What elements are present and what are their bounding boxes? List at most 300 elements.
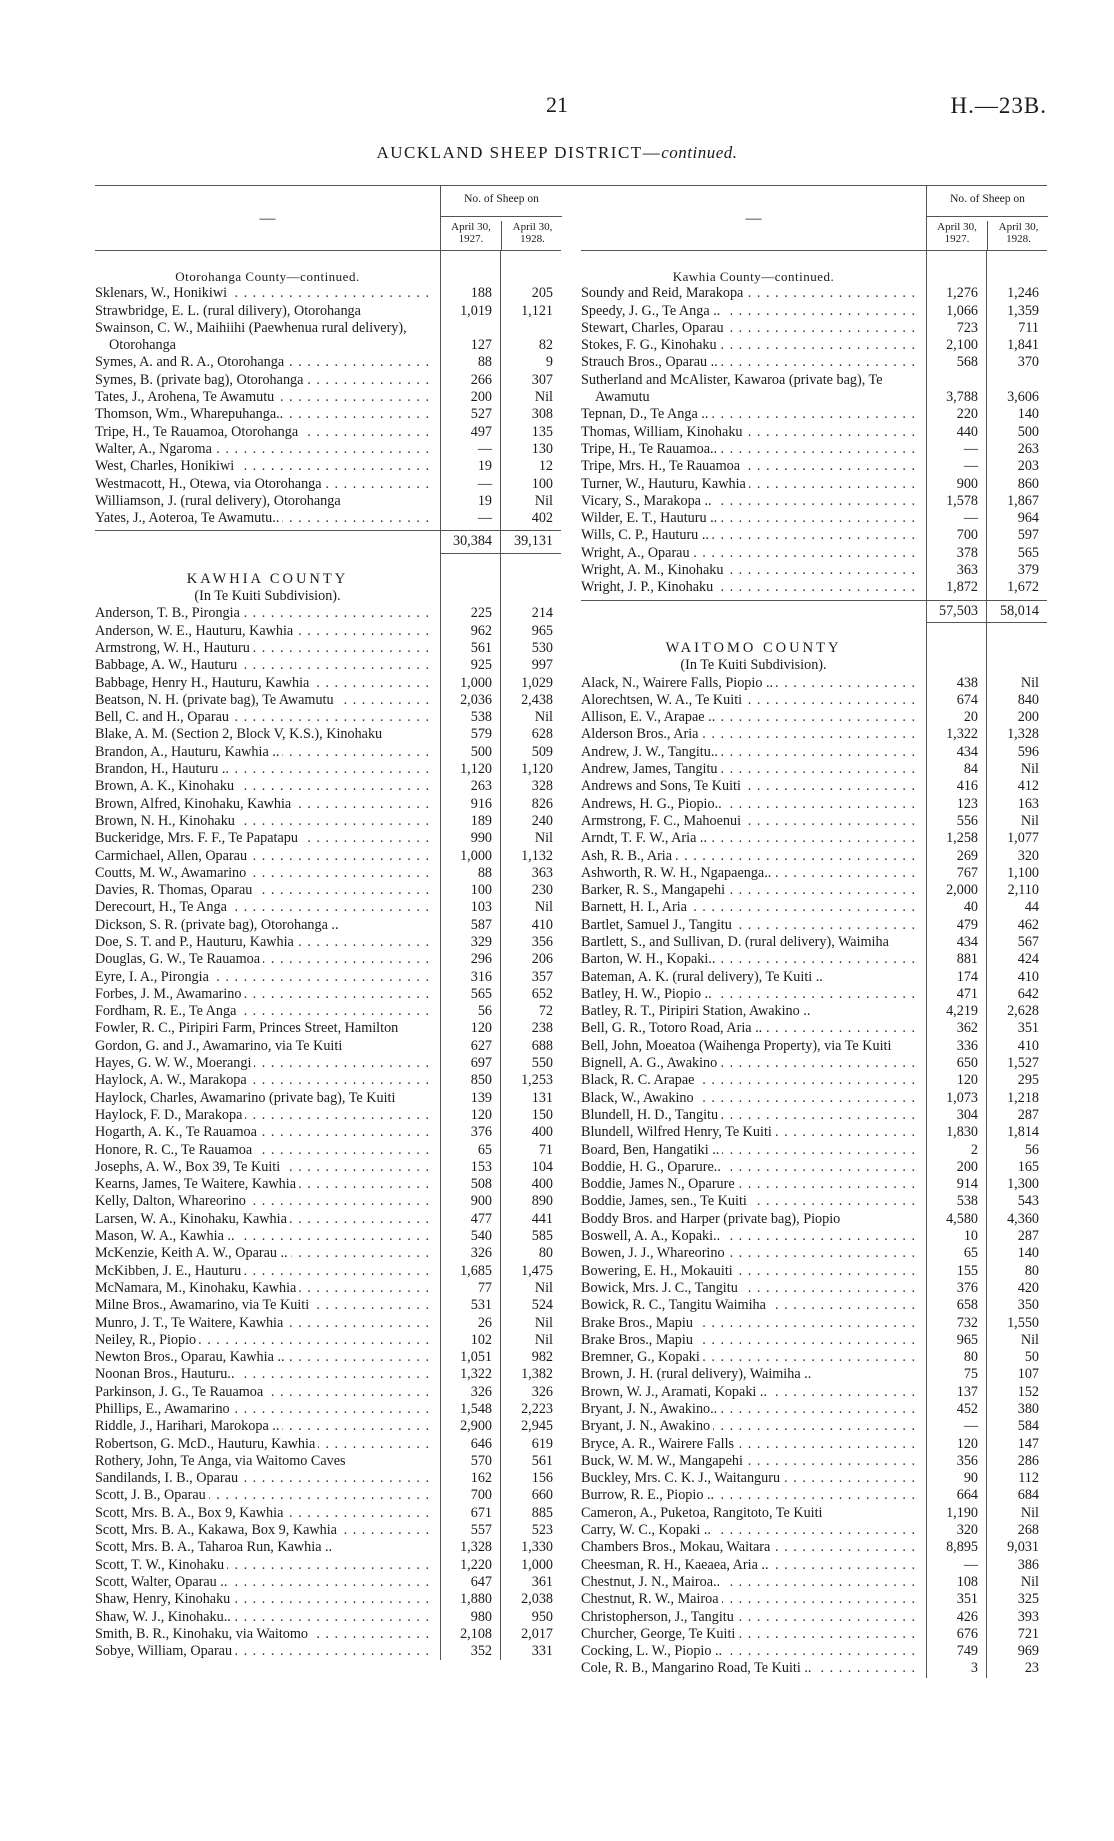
sheep-1927: 1,830 [946,1124,978,1141]
table-row [95,1211,561,1228]
sheep-1927: 990 [470,830,492,847]
owner-name-text: Chestnut, J. N., Mairoa.. [581,1574,723,1590]
sheep-1927: 320 [956,1522,978,1539]
owner-name [581,1539,926,1556]
owner-name-text: Churcher, George, Te Kuiti [581,1626,738,1642]
owner-name [95,899,440,916]
sheep-1928: 424 [1017,951,1039,968]
owner-name-text: Fowler, R. C., Piripiri Farm, Princes Street, Hamilton [95,1020,430,1037]
table-row [95,1159,561,1176]
sheep-1928: 72 [538,1003,553,1020]
table-row [95,1470,561,1487]
owner-name-text: Barnett, H. I., Aria [581,899,690,915]
owner-name [581,1211,926,1228]
table-row [581,1176,1047,1193]
owner-name [95,1349,440,1366]
sheep-1928: 2,110 [1007,882,1039,899]
sheep-1928: 1,475 [521,1262,553,1279]
sheep-1928: 131 [531,1089,553,1106]
owner-name [95,1055,440,1072]
sheep-1928: 80 [1024,1262,1039,1279]
spacer [95,554,561,571]
table-row [581,1142,1047,1159]
sheep-1928: 240 [531,812,553,829]
owner-name-text: Kearns, James, Te Waitere, Kawhia [95,1176,299,1192]
sheep-1928: 80 [538,1245,553,1262]
owner-name [95,1193,440,1210]
sheep-1927: 4,580 [946,1210,978,1227]
sheep-1927: 225 [470,605,492,622]
sheep-1928: 152 [1017,1383,1039,1400]
sheep-1927: 587 [470,916,492,933]
section-heading [95,268,561,285]
sheep-1928: 351 [1017,1020,1039,1037]
table-row [95,1574,561,1591]
table-row [581,1591,1047,1608]
sheep-1928: 1,328 [1007,726,1039,743]
owner-name-text: Scott, T. W., Kinohaku [95,1557,227,1573]
owner-name-text: Walter, A., Ngaroma [95,441,215,457]
sheep-1927: 336 [956,1037,978,1054]
owner-name [95,1228,440,1245]
owner-name-text: Boddy Bros. and Harper (private bag), Piopio [581,1211,916,1228]
sheep-1928: 287 [1017,1228,1039,1245]
sheep-1927: 565 [470,985,492,1002]
table-row [581,441,1047,458]
table-row [581,969,1047,986]
sheep-1927: 916 [470,795,492,812]
owner-name-text: Fordham, R. E., Te Anga [95,1003,239,1019]
sheep-1928: 1,359 [1007,302,1039,319]
sheep-1927: 579 [470,726,492,743]
owner-name [95,675,440,692]
owner-name [95,623,440,640]
owner-name [95,865,440,882]
table-row [581,1193,1047,1210]
owner-name-text: Alderson Bros., Aria [581,726,701,742]
sheep-1928: 860 [1017,475,1039,492]
table-row [581,372,1047,407]
sheep-1927: 326 [470,1245,492,1262]
sheep-1928: 410 [1017,968,1039,985]
sheep-1928: Nil [534,899,553,916]
sheep-1927: 700 [470,1487,492,1504]
sheep-1927: 352 [470,1643,492,1660]
section-heading [581,268,1047,285]
owner-name [581,1574,926,1591]
sheep-1927: 3,788 [946,389,978,406]
owner-name-text: Sklenars, W., Honikiwi [95,285,230,301]
owner-name [581,1470,926,1487]
owner-name-text: Board, Ben, Hangatiki .. [581,1142,722,1158]
sheep-1928: 2,017 [521,1625,553,1642]
sheep-1928: 163 [1017,795,1039,812]
table-row [95,1557,561,1574]
owner-name-text: Batley, R. T., Piripiri Station, Awakino .. [581,1003,916,1020]
table-row [95,424,561,441]
owner-name-text: Beatson, N. H. (private bag), Te Awamutu [95,692,337,708]
sheep-1927: 356 [956,1452,978,1469]
table-row [581,1228,1047,1245]
sheep-1927: 1,019 [460,302,492,319]
sheep-1927: 900 [956,475,978,492]
sheep-1927: 120 [470,1020,492,1037]
sheep-1928: 9 [545,354,553,371]
table-row [581,1315,1047,1332]
sheep-1928: 50 [1024,1349,1039,1366]
sheep-1928: 386 [1017,1556,1039,1573]
header-group-label: No. of Sheep on [464,193,539,205]
sheep-1927: 75 [963,1366,978,1383]
sheep-1928: 380 [1017,1401,1039,1417]
table-row [95,1453,561,1470]
owner-name-text: Blundell, H. D., Tangitu [581,1107,721,1123]
owner-name [95,1453,440,1470]
table-row [95,1436,561,1453]
table-row [581,285,1047,302]
table-row [581,320,1047,337]
owner-name-text: Chestnut, R. W., Mairoa [581,1591,722,1607]
table-row [95,1280,561,1297]
sheep-1927: 508 [470,1176,492,1193]
owner-name-text: Alorechtsen, W. A., Te Kuiti [581,692,745,708]
sheep-1927: 10 [963,1228,978,1245]
sheep-1927: 376 [956,1279,978,1296]
owner-name-text: Stokes, F. G., Kinohaku [581,337,720,353]
sheep-1928: 71 [538,1141,553,1158]
owner-name [581,1643,926,1660]
table-row [95,1228,561,1245]
owner-name-text: Bell, G. R., Totoro Road, Aria .. [581,1020,765,1036]
table-row [581,1211,1047,1228]
county-heading [581,640,1047,657]
table-row [95,285,561,302]
sheep-1927: 1,051 [460,1349,492,1366]
owner-name-text: Derecourt, H., Te Anga [95,899,230,915]
table-row [95,458,561,475]
sheep-1928: Nil [534,709,553,726]
owner-name-text: Scott, Mrs. B. A., Taharoa Run, Kawhia .. [95,1539,430,1556]
sheep-1928: 584 [1017,1418,1039,1435]
sheep-1928: 561 [531,1452,553,1469]
owner-name-text: Riddle, J., Harihari, Marokopa .. [95,1418,282,1434]
table-row [95,1020,561,1037]
table-row [95,934,561,951]
table-row [581,1003,1047,1020]
table-row [581,848,1047,865]
sheep-1928: 660 [531,1487,553,1504]
owner-name-text: Buckeridge, Mrs. F. F., Te Papatapu [95,830,301,846]
sheep-1927: 220 [956,406,978,423]
section-heading-text: Kawhia County—continued. [672,269,835,284]
sheep-1927: 26 [477,1314,492,1331]
owner-name [95,969,440,986]
owner-name-text: Hogarth, A. K., Te Rauamoa [95,1124,260,1140]
table-row [581,692,1047,709]
table-row [95,917,561,934]
owner-name [95,657,440,674]
table-row [95,865,561,882]
sheep-1927: 127 [470,337,492,354]
sheep-1928: 135 [531,423,553,440]
table-row [95,744,561,761]
owner-name [95,1263,440,1280]
spacer [95,251,561,268]
table-row [581,476,1047,493]
owner-name [95,320,440,355]
sheep-1928: 328 [531,778,553,795]
sheep-1928: 286 [1017,1452,1039,1469]
owner-name-text: Dickson, S. R. (private bag), Otorohanga .. [95,917,430,934]
owner-name-text: Buck, W. M. W., Mangapehi [581,1453,746,1469]
owner-name-text: Brake Bros., Mapiu [581,1315,696,1331]
owner-name [581,1505,926,1522]
sheep-1927: 363 [956,562,978,579]
sheep-1928: 9,031 [1007,1539,1039,1556]
table-row [95,1245,561,1262]
owner-name [581,675,926,692]
owner-name [95,744,440,761]
table-row [95,1332,561,1349]
owner-name-text: Ash, R. B., Aria [581,848,675,864]
sheep-1927: 1,328 [460,1539,492,1556]
owner-name [581,761,926,778]
owner-name [581,441,926,458]
owner-name-text: Carry, W. C., Kopaki .. [581,1522,714,1538]
sheep-1927: 174 [956,968,978,985]
owner-name-text: Carmichael, Allen, Oparau [95,848,250,864]
owner-name-text: Westmacott, H., Otewa, via Otorohanga [95,476,325,492]
table-row [581,1539,1047,1556]
sheep-1927: 316 [470,968,492,985]
sheep-1927: 153 [470,1158,492,1175]
owner-name [95,1003,440,1020]
table-row [95,813,561,830]
sheep-1927: 767 [956,864,978,881]
sheep-1928: Nil [534,1314,553,1331]
owner-name-text: McKibben, J. E., Hauturu [95,1263,244,1279]
owner-name [581,579,926,596]
sheep-1928: Nil [1020,761,1039,778]
table-row [581,744,1047,761]
sheep-1927: 304 [956,1106,978,1123]
total-1927: 30,384 [440,533,500,553]
sheep-1927: 570 [470,1452,492,1469]
sheep-1928: 524 [531,1297,553,1314]
sheep-1928: Nil [1020,812,1039,829]
table-row [95,1263,561,1280]
sheep-1927: 103 [470,899,492,916]
owner-name [581,1176,926,1193]
sheep-1927: 40 [963,899,978,916]
sheep-1928: 1,218 [1007,1089,1039,1106]
sheep-1928: Nil [1020,1573,1039,1590]
owner-name [581,1124,926,1141]
table-row [95,1193,561,1210]
table-row [581,579,1047,596]
sheep-1928: 2,223 [521,1401,553,1417]
owner-name-text: Ashworth, R. W. H., Ngapaenga.. [581,865,774,881]
sheep-1927: 925 [470,657,492,674]
sheep-1928: 100 [531,475,553,492]
sheep-1927: 4,219 [946,1003,978,1020]
header-col-1927: April 30, 1927. [937,221,977,245]
county-heading [95,571,561,588]
owner-name [95,778,440,795]
owner-name-text: Symes, B. (private bag), Otorohanga [95,372,306,388]
sheep-1927: 1,000 [460,847,492,864]
sheep-1928: 982 [531,1349,553,1366]
sheep-1927: 850 [470,1072,492,1089]
sheep-1928: 1,121 [521,302,553,319]
owner-name-text: Strauch Bros., Oparau .. [581,354,721,370]
sheep-1928: 203 [1017,458,1039,475]
sheep-1928: 412 [1017,778,1039,795]
owner-name-text: Bateman, A. K. (rural delivery), Te Kuiti .. [581,969,916,986]
table-row [581,424,1047,441]
sheep-1927: 1,000 [460,674,492,691]
header-col-1928: April 30, 1928. [501,221,563,250]
table-row [95,709,561,726]
owner-name-text: Babbage, A. W., Hauturu [95,657,240,673]
owner-name [95,1366,440,1383]
sheep-1928: 567 [1017,933,1039,950]
sheep-1928: 2,438 [521,691,553,708]
owner-name-text: Tripe, H., Te Rauamoa.. [581,441,720,457]
owner-name-text: Brown, W. J., Aramati, Kopaki .. [581,1384,770,1400]
county-subheading-text: (In Te Kuiti Subdivision). [680,657,827,674]
owner-name-text: Haylock, A. W., Marakopa [95,1072,250,1088]
table-row [581,917,1047,934]
owner-name [95,1280,440,1297]
owner-name [581,899,926,916]
sheep-1927: — [477,510,492,527]
sheep-1927: 263 [470,778,492,795]
table-row [95,1609,561,1626]
sheep-1927: 56 [477,1003,492,1020]
owner-name [581,813,926,830]
table-row [581,1384,1047,1401]
sheep-1928: 308 [531,406,553,423]
header-group-label: No. of Sheep on [950,193,1025,205]
owner-name-text: Tates, J., Arohena, Te Awamutu [95,389,277,405]
sheep-1928: 140 [1017,406,1039,423]
sheep-1928: 462 [1017,916,1039,933]
table-row [95,951,561,968]
sheep-1927: 20 [963,709,978,726]
owner-name [95,796,440,813]
sheep-1927: 434 [956,743,978,760]
sheep-1928: 393 [1017,1608,1039,1625]
sheep-1927: 200 [470,389,492,406]
owner-name-text: Scott, Mrs. B. A., Kakawa, Box 9, Kawhia [95,1522,340,1538]
sheep-1927: 65 [477,1141,492,1158]
owner-name-text: Davies, R. Thomas, Oparau [95,882,255,898]
sheep-1928: 585 [531,1228,553,1245]
table-row [581,1418,1047,1435]
section-heading-text: Otorohanga County—continued. [175,269,360,284]
sheep-1927: 697 [470,1055,492,1072]
sheep-1927: 732 [956,1314,978,1331]
sheep-1928: 550 [531,1055,553,1072]
owner-name [581,1263,926,1280]
title-continued: continued. [661,143,738,162]
owner-name [95,1401,440,1418]
table-row [581,1124,1047,1141]
table-row [95,320,561,355]
sheep-1927: 527 [470,406,492,423]
owner-name [95,951,440,968]
owner-name [581,493,926,510]
owner-name-text: Haylock, F. D., Marakopa [95,1107,245,1123]
owner-name [581,1107,926,1124]
sheep-1928: 969 [1017,1643,1039,1660]
table-row [581,934,1047,951]
owner-name [95,1522,440,1539]
sheep-1927: 8,895 [946,1539,978,1556]
owner-name-text: Anderson, T. B., Pirongia [95,605,243,621]
sheep-1927: 84 [963,761,978,778]
table-row [581,1522,1047,1539]
owner-name-text: Burrow, R. E., Piopio .. [581,1487,717,1503]
sheep-1927: 2,100 [946,337,978,354]
spacer [581,623,1047,640]
sheep-1928: 165 [1017,1158,1039,1175]
table-row [95,1072,561,1089]
owner-name-text: Black, W., Awakino [581,1090,697,1106]
total-row [95,530,561,553]
sheep-1928: 1,253 [521,1072,553,1089]
table-row [95,303,561,320]
sheep-1928: 320 [1017,847,1039,864]
table-row [581,337,1047,354]
sheep-1927: 557 [470,1522,492,1539]
table-row [95,1349,561,1366]
owner-name [95,761,440,778]
owner-name [581,726,926,743]
owner-name-text: Coutts, M. W., Awamarino [95,865,249,881]
table-row [95,726,561,743]
sheep-1928: 2,628 [1007,1003,1039,1020]
owner-name-text: Barker, R. S., Mangapehi [581,882,728,898]
owner-name-text: Hayes, G. W. W., Moerangi [95,1055,254,1071]
owner-name-text: Barton, W. H., Kopaki.. [581,951,718,967]
sheep-1927: 1,120 [460,761,492,778]
owner-name-text: Williamson, J. (rural delivery), Otorohanga [95,493,430,510]
owner-name-text: Wills, C. P., Hauturu .. [581,527,712,543]
owner-name [581,1090,926,1107]
owner-name [95,1470,440,1487]
owner-name [95,1159,440,1176]
owner-name [581,1193,926,1210]
sheep-1928: 684 [1017,1487,1039,1504]
sheep-1927: 646 [470,1435,492,1452]
sheep-1928: Nil [534,389,553,406]
table-row [95,1401,561,1418]
sheep-1928: 130 [531,440,553,457]
sheep-1928: Nil [534,1279,553,1296]
sheep-1927: 1,073 [946,1089,978,1106]
sheep-1927: 538 [956,1193,978,1210]
sheep-1927: 1,220 [460,1556,492,1573]
sheep-1928: 307 [531,371,553,388]
sheep-1927: 1,685 [460,1262,492,1279]
total-1927: 57,503 [926,603,986,623]
owner-name-text: Bremner, G., Kopaki [581,1349,703,1365]
owner-name-text: McNamara, M., Kinohaku, Kawhia [95,1280,299,1296]
owner-name [95,1436,440,1453]
sheep-1928: 530 [531,639,553,656]
